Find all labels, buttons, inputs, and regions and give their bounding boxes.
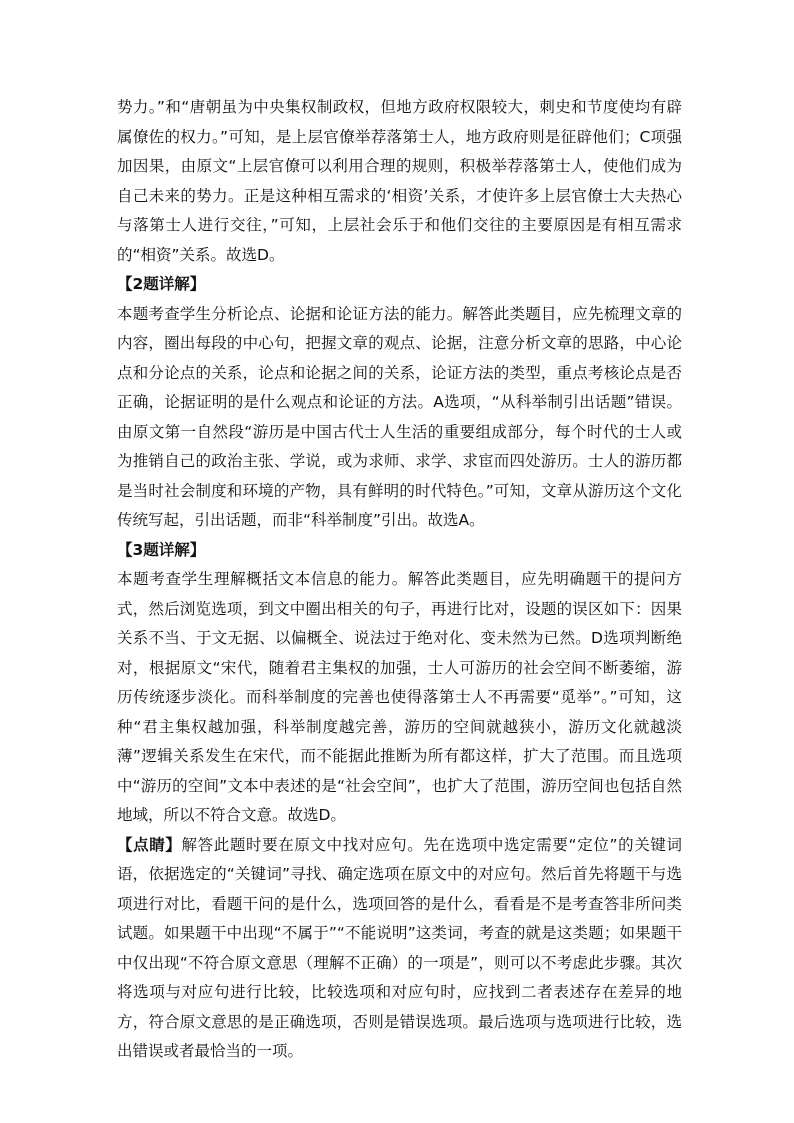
section-heading-q2: 【2题详解】: [117, 275, 206, 293]
section-heading-q3: 【3题详解】: [117, 540, 206, 559]
paragraph-1-continuation: 势力。”和“唐朝虽为中央集权制政权，但地方政府权限较大，刺史和节度使均有辟属僚佐的权力。”可知，是上层官僚举荐落第士人，地方政府则是征辟他们；C项强加因果，由原文“上层官僚可以利用合理的规则，积极举荐落第士人，使他们成为自己未来的势力。正是这种相互需求的‘相资’关系，才使许多上层官僚士大夫热心与落第士人进行交往，”可知，上层社会乐于和他们交往的主要原因是有相互需求的“相资”关系。故选D。: [117, 98, 682, 264]
tip-label: 【点睛】: [117, 835, 182, 854]
tip-text: 解答此题时要在原文中找对应句。先在选项中选定需要“定位”的关键词语，依据选定的“关键词”寻找、确定选项在原文中的对应句。然后首先将题干与选项进行对比，看题干问的是什么，选项回答的是什么，看看是不是考查答非所问类试题。如果题干中出现“不属于”“不能说明”这类词，考查的就是这类题；如果题干中仅出现“不符合原文意思（理解不正确）的一项是”，则可以不考虑此步骤。其次将选项与对应句进行比较，比较选项和对应句时，应找到二者表述存在差异的地方，符合原文意思的是正确选项，否则是错误选项。最后选项与选项进行比较，选出错误或者最恰当的一项。: [117, 835, 682, 1060]
document-body: [117, 93, 682, 1067]
paragraph-q2-explanation: 本题考查学生分析论点、论据和论证方法的能力。解答此类题目，应先梳理文章的内容，圈出每段的中心句，把握文章的观点、论据，注意分析文章的思路，中心论点和分论点的关系，论点和论据之间的关系，论证方法的类型，重点考核论点是否正确，论据证明的是什么观点和论证的方法。A选项，“从科举制引出话题”错误。由原文第一自然段“游历是中国古代士人生活的重要组成部分，每个时代的士人或为推销自己的政治主张、学说，或为求师、求学、求宦而四处游历。士人的游历都是当时社会制度和环境的产物，具有鲜明的时代特色。”可知，文章从游历这个文化传统写起，引出话题，而非“科举制度”引出。故选A。: [117, 304, 682, 529]
paragraph-q3-explanation: 本题考查学生理解概括文本信息的能力。解答此类题目，应先明确题干的提问方式，然后浏览选项，到文中圈出相关的句子，再进行比对，设题的误区如下：因果关系不当、于文无据、以偏概全、说法过于绝对化、变未然为已然。D选项判断绝对，根据原文“宋代，随着君主集权的加强，士人可游历的社会空间不断萎缩，游历传统逐步淡化。而科举制度的完善也使得落第士人不再需要“觅举”。”可知，这种“君主集权越加强，科举制度越完善，游历的空间就越狭小，游历文化就越淡薄”逻辑关系发生在宋代，而不能据此推断为所有都这样，扩大了范围。而且选项中“游历的空间”文本中表述的是“社会空间”，也扩大了范围，游历空间也包括自然地域，所以不符合文意。故选D。: [117, 570, 682, 824]
paragraph-tip: [117, 831, 682, 1067]
